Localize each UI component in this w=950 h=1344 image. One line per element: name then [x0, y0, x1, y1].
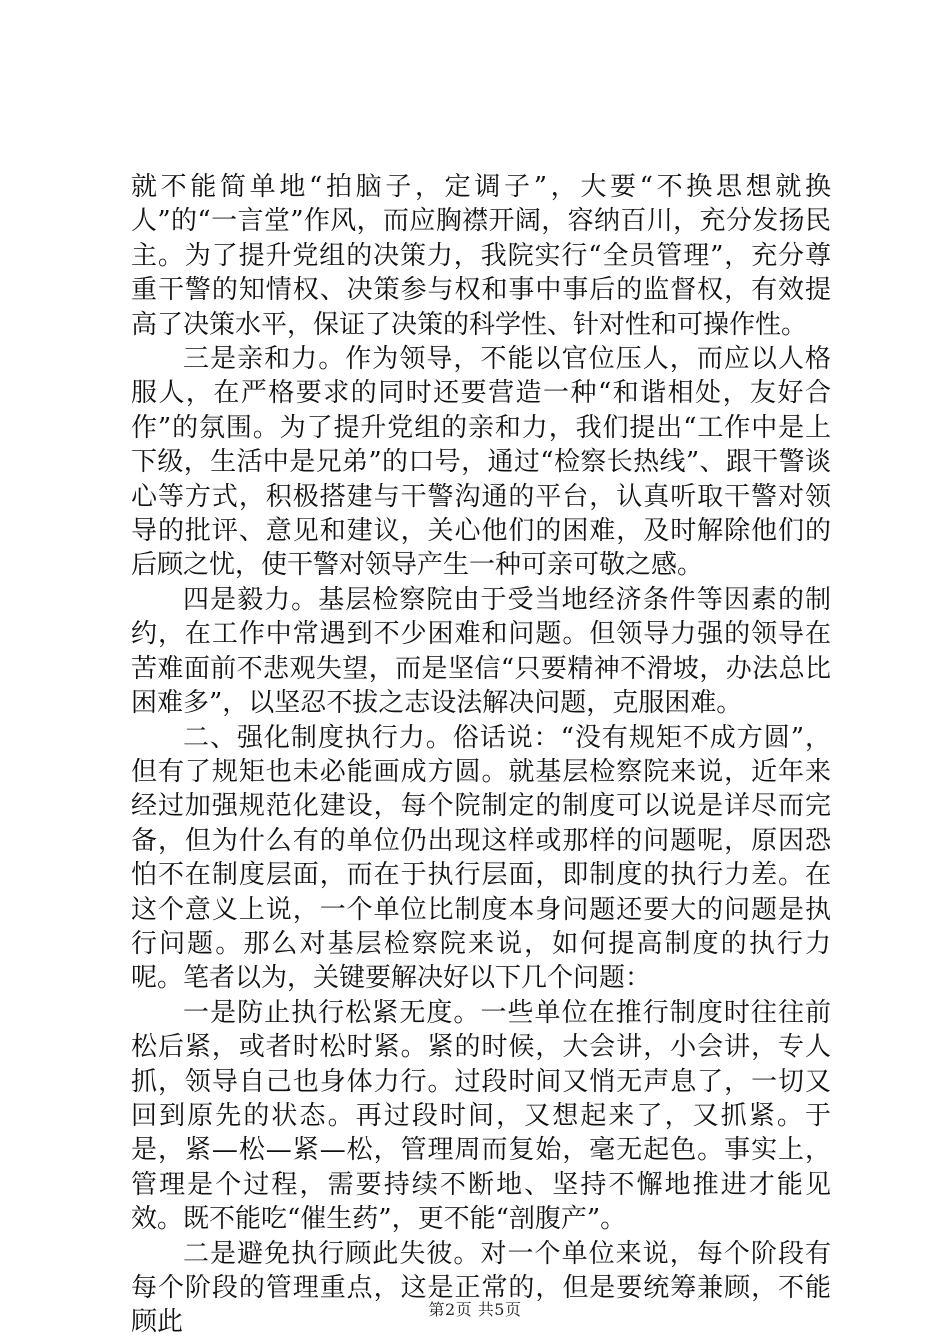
paragraph-decision-continuation: 就不能简单地“拍脑子，定调子”，大要“不换思想就换人”的“一言堂”作风，而应胸襟开阔，容纳百川，充分发扬民主。为了提升党组的决策力，我院实行“全员管理”，充分尊重干警的知情权、决策参与权和事中事后的监督权，有效提高了决策水平，保证了决策的科学性、针对性和可操作性。 — [131, 172, 831, 340]
paragraph-avoid-neglect: 二是避免执行顾此失彼。对一个单位来说，每个阶段有每个阶段的管理重点，这是正常的，但是要统筹兼顾，不能顾此 — [131, 1238, 831, 1338]
paragraph-perseverance: 四是毅力。基层检察院由于受当地经济条件等因素的制约，在工作中常遇到不少困难和问题。但领导力强的领导在苦难面前不悲观失望，而是坚信“只要精神不滑坡，办法总比困难多”，以坚忍不拔之志设法解决问题，克服困难。 — [131, 584, 831, 719]
document-body — [131, 170, 831, 1340]
paragraph-prevent-inconsistency: 一是防止执行松紧无度。一些单位在推行制度时往往前松后紧，或者时松时紧。紧的时候，大会讲，小会讲，专人抓，领导自己也身体力行。过段时间又悄无声息了，一切又回到原先的状态。再过段时间，又想起来了，又抓紧。于是，紧—松—紧—松，管理周而复始，毫无起色。事实上，管理是个过程，需要持续不断地、坚持不懈地推进才能见效。既不能吃“催生药”，更不能“剖腹产”。 — [131, 997, 831, 1235]
page-footer: 第2页 共5页 — [428, 1300, 522, 1319]
paragraph-affinity: 三是亲和力。作为领导，不能以官位压人，而应以人格服人，在严格要求的同时还要营造一种“和谐相处，友好合作”的氛围。为了提升党组的亲和力，我们提出“工作中是上下级，生活中是兄弟”的口号，通过“检察长热线”、跟干警谈心等方式，积极搭建与干警沟通的平台，认真听取干警对领导的批评、意见和建议，关心他们的困难，及时解除他们的后顾之忧，使干警对领导产生一种可亲可敬之感。 — [131, 344, 831, 581]
paragraph-system-execution: 二、强化制度执行力。俗话说：“没有规矩不成方圆”，但有了规矩也未必能画成方圆。就基层检察院来说，近年来经过加强规范化建设，每个院制定的制度可以说是详尽而完备，但为什么有的单位仍出现这样或那样的问题呢，原因恐怕不在制度层面，而在于执行层面，即制度的执行力差。在这个意义上说，一个单位比制度本身问题还要大的问题是执行问题。那么对基层检察院来说，如何提高制度的执行力呢。笔者以为，关键要解决好以下几个问题： — [131, 722, 831, 994]
